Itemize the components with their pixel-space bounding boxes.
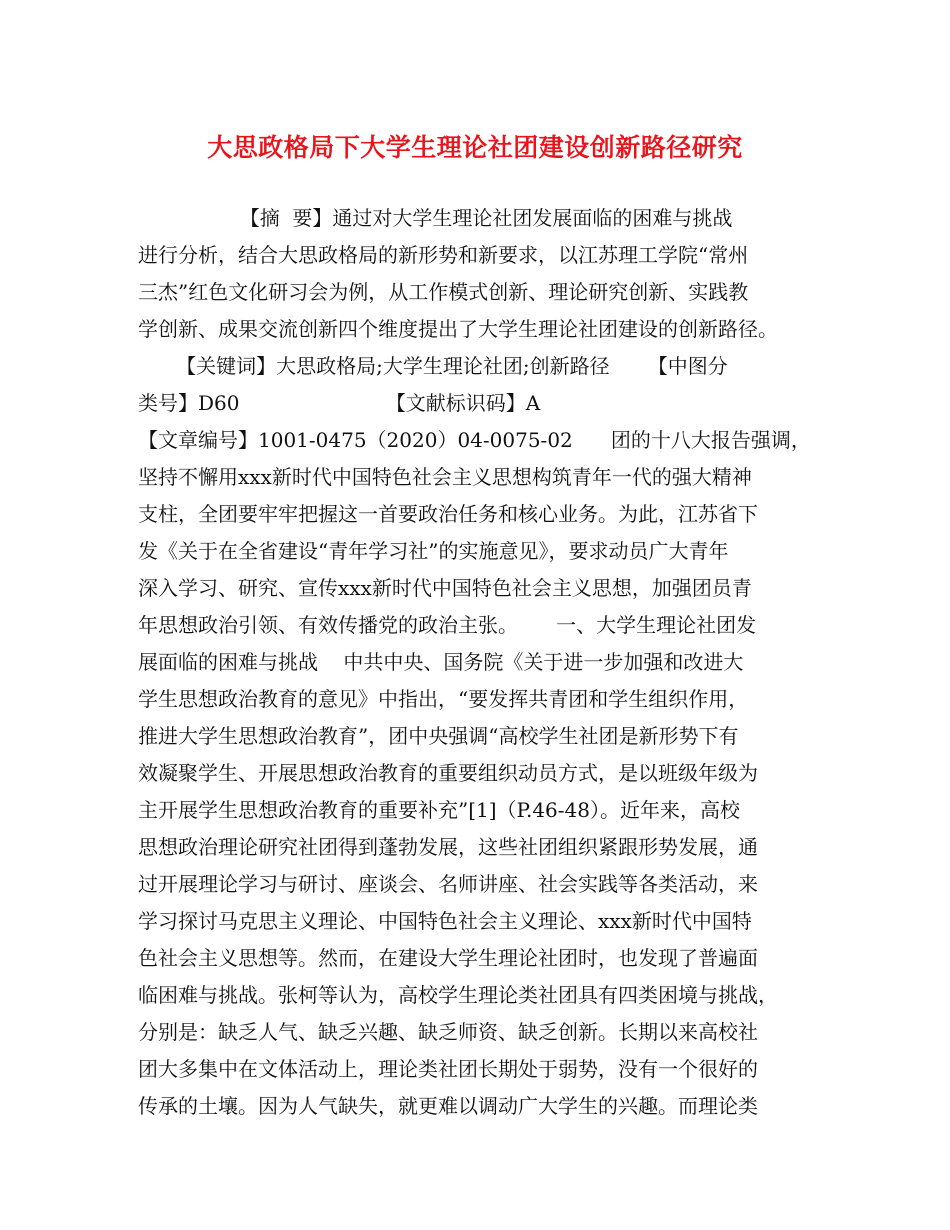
body-line: 坚持不懈用xxx新时代中国特色社会主义思想构筑青年一代的强大精神 bbox=[138, 465, 752, 489]
body-line: 进行分析，结合大思政格局的新形势和新要求，以江苏理工学院“常州 bbox=[138, 243, 749, 267]
body-line: 效凝聚学生、开展思想政治教育的重要组织动员方式，是以班级年级为 bbox=[138, 761, 758, 785]
body-line: 学生思想政治教育的意见》中指出，“要发挥共青团和学生组织作用， bbox=[138, 687, 749, 711]
body-line: 分别是：缺乏人气、缺乏兴趣、缺乏师资、缺乏创新。长期以来高校社 bbox=[138, 1020, 758, 1044]
body-line: 主开展学生思想政治教育的重要补充”[1]（P.46-48）。近年来，高校 bbox=[138, 798, 740, 822]
body-line: 团大多集中在文体活动上，理论类社团长期处于弱势，没有一个很好的 bbox=[138, 1057, 758, 1081]
body-line: 临困难与挑战。张柯等认为，高校学生理论类社团具有四类困境与挑战， bbox=[138, 983, 778, 1007]
body-line: 发《关于在全省建设“青年学习社”的实施意见》，要求动员广大青年 bbox=[138, 539, 729, 563]
body-line: 支柱，全团要牢牢把握这一首要政治任务和核心业务。为此，江苏省下 bbox=[138, 502, 758, 526]
body-line: 三杰”红色文化研习会为例，从工作模式创新、理论研究创新、实践教 bbox=[138, 280, 749, 304]
body-line: 【摘 要】通过对大学生理论社团发展面临的困难与挑战 bbox=[138, 206, 733, 230]
body-line: 学创新、成果交流创新四个维度提出了大学生理论社团建设的创新路径。 bbox=[138, 317, 778, 341]
body-line: 展面临的困难与挑战 中共中央、国务院《关于进一步加强和改进大 bbox=[138, 650, 744, 674]
body-line: 色社会主义思想等。然而，在建设大学生理论社团时，也发现了普遍面 bbox=[138, 946, 758, 970]
body-line: 学习探讨马克思主义理论、中国特色社会主义理论、xxx新时代中国特 bbox=[138, 909, 752, 933]
body-line: 类号】D60 【文献标识码】A bbox=[138, 391, 541, 415]
body-line: 年思想政治引领、有效传播党的政治主张。 一、大学生理论社团发 bbox=[138, 613, 757, 637]
document-title: 大思政格局下大学生理论社团建设创新路径研究 bbox=[207, 133, 743, 162]
body-line: 传承的土壤。因为人气缺失，就更难以调动广大学生的兴趣。而理论类 bbox=[138, 1094, 758, 1118]
body-line: 过开展理论学习与研讨、座谈会、名师讲座、社会实践等各类活动，来 bbox=[138, 872, 758, 896]
body-line: 推进大学生思想政治教育”，团中央强调“高校学生社团是新形势下有 bbox=[138, 724, 739, 748]
body-line: 深入学习、研究、宣传xxx新时代中国特色社会主义思想，加强团员青 bbox=[138, 576, 752, 600]
body-line: 思想政治理论研究社团得到蓬勃发展，这些社团组织紧跟形势发展，通 bbox=[138, 835, 758, 859]
body-line: 【关键词】大思政格局;大学生理论社团;创新路径 【中图分 bbox=[138, 354, 728, 378]
body-line: 【文章编号】1001-0475（2020）04-0075-02 团的十八大报告强调， bbox=[138, 428, 811, 452]
